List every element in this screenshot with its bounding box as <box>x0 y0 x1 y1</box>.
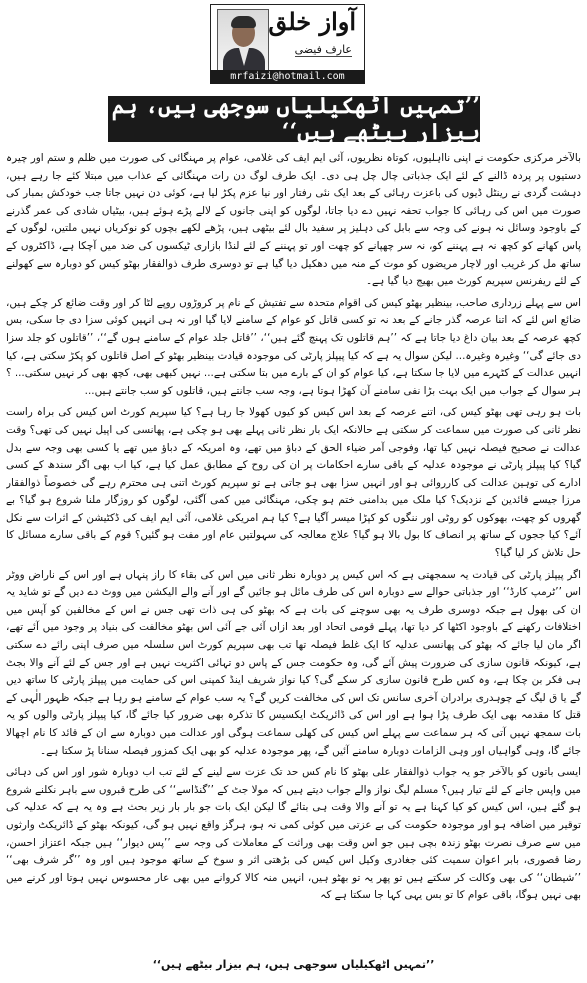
column-name: آواز خلق <box>268 7 356 36</box>
author-name: عارف فیضی <box>294 43 352 56</box>
author-email: mrfaizi@hotmail.com <box>210 70 365 84</box>
article-paragraph: ایسی باتوں کو بالآخر جو یہ جواب ذوالفقار علی بھٹو کا نام کس حد تک عزت سے لینے کے لئے تب اب دوبارہ شور اور اس کی دہائی میں واپس جانے کے لئے تیار ہیں؟ مسلم لیگ نواز والے جواب دیتے ہیں کہ مولا جٹ کے ’’گنڈاسے‘‘ کی طرح قبروں سے باہر نکلنے شروع ہو گئے ہیں، اس کیس کو کیا کہنا ہے یہ تو آنے والا وقت ہی بتائے گا لیکن ایک بات جو بار بار زیر بحث ہے وہ یہ ہے کہ عدلیہ کی توقیر میں اضافہ ہو اور موجودہ حکومت کی بے عزتی میں کوئی کمی نہ ہو، ہرگز واقع نہیں ہو گی، کیونکہ بھٹو کے ڈائریکٹ وارثوں میں سے صرف نصرت بھٹو زندہ بچی ہیں جو اس وقت بھی وراثت کے معاملات کی وجہ سے ’’پس دیوار‘‘ ہیں جبکہ اعتزاز احسن، رضا قصوری، بابر اعوان سمیت کئی جغادری وکیل اس کیس کی بڑھتی اثر و سوخ کے ساتھ موجود ہیں اور وہ ’’گر شرف بھی‘‘ ’’شیطان‘‘ کی بھی وکالت کر سکتے ہیں تو پھر یہ تو بھٹو ہیں، انہیں منہ کالا کروانے میں بھی عار محسوس نہیں ہوتا اور کرنے میں بھی نہیں ہوگا، باقی عوام کا تو بس یہی کہا جا سکتا ہے کہ <box>6 766 581 902</box>
article-body <box>6 150 581 955</box>
article-headline <box>108 93 480 145</box>
article-paragraph: بالآخر مرکزی حکومت نے اپنی نااہلیوں، کوتاہ نظریوں، آئی ایم ایف کی غلامی، عوام پر مہنگائی کی صورت میں ظلم و ستم اور چیرہ دستیوں پر پردہ ڈالنے کے لئے ایک جذباتی چال چل ہی دی۔ ایک طرف لوگ دن رات مہنگائی کے عذاب میں مبتلا کئے جا رہے ہیں، دہشت گردی نے رینٹل ڈیوں کی باعزت رہائی کے بعد ایک نئی رفتار اور نیا عزم پکڑ لیا ہے، کوئی دن نہیں جاتا جب خودکش بمبار کی صورت میں اس کی رہائی کا جواب تحفہ نہیں دے دیا جاتا، لوگوں کو اپنی جانوں کے لالے پڑے ہوئے ہیں، بیٹیاں شادی کی عمر گذرنے کے باوجود وسائل نہ ہونے کی وجہ سے بابل کی دہلیز پر سفید بال لئے بیٹھی ہیں، پڑھے لکھے بچوں کو نوکریاں نہیں ملتیں، لوگوں کے پاس کھانے کو کچھ نہ ہے پہننے کو، نہ سر چھپانے کو چھت اور تو پہننے کے لئے لنڈا بازاری ٹیکسوں کی ضد میں آچکا ہے، ڈاکٹروں کے ساتھ مل کر غریب اور لاچار مریضوں کو موت کے منہ میں دھکیل دیا گیا ہے تو دوسری طرف ذوالفقار بھٹو کیس کو دوبارہ سے کھولنے کے لئے ریفرنس سپریم کورٹ میں بھیج دیا گیا ہے۔ <box>6 152 581 288</box>
article-paragraph: اگر پیپلز پارٹی کی قیادت یہ سمجھتی ہے کہ اس کیس پر دوبارہ نظر ثانی میں اس کی بقاء کا راز پنہاں ہے اور اس کے ناراض ووٹر اس ’’ٹرمپ کارڈ‘‘ اور جذباتی حوالے سے دوبارہ اس کی طرف مائل ہو جائیں گے اور آنے والے الیکشن میں ووٹ دے دیں گے تو شاید یہ ان کی بھول ہے جبکہ دوسری طرف یہ بھی سوچنے کی بات ہے کہ بھٹو کی ہی ذات تھی جس نے اس کے مخالفین کو آپس میں اختلافات رکھنے کے باوجود اکٹھا کر دیا تھا، پہلے قومی اتحاد اور بعد ازاں آئی جے آئی اس بھٹو مخالفت کی بنیاد پر وجود میں آئے تھے، اگر مان لیا جائے کہ بھٹو کی پھانسی عدلیہ کا ایک غلط فیصلہ تھا تب بھی سپریم کورٹ اس سلسلہ میں صرف اپنی رائے دے سکتی ہے، کیونکہ قانون سازی کی ضرورت پیش آئے گی، وہ حکومت جس کے پاس دو تہائی اکثریت نہیں ہے اور جس کے لئے آنے والا بجٹ ہی فکر بن چکا ہے، وہ کس طرح قانون سازی کر سکے گی؟ کیا نواز شریف اینڈ کمپنی اس کی حمایت میں پیپلز پارٹی کا ساتھ دیں گے یا ق لیگ کے چوہدری برادران آخری سانس تک اس کی مخالفت کریں گے؟ یہ سب عوام کے سامنے ہو رہا ہے جبکہ ظہور الٰہی کے قتل کا مقدمہ بھی ایک طرف پڑا ہوا ہے اور اس کی ڈائریکٹ ایکسیس کا تذکرہ بھی ضرور کیا جائے گا، کیا پیپلز پارٹی والوں کو یہ بات سمجھ نہیں آتی کہ ہر سماعت سے پہلے اس کیس کی کھلی سماعت ہوگی اور عدالت میں دوبارہ سے ان کے قائد کا نام اچھالا جائے گا، وہی گواہیاں اور وہی الزامات دوبارہ سامنے آئیں گے، پھر موجودہ عدلیہ کو بھی ایک کمزور فیصلہ سنانا پڑ سکتا ہے۔ <box>6 568 581 757</box>
author-photo <box>217 9 269 71</box>
closing-line: ’’تمہیں اٹھکیلیاں سوجھی ہیں، ہم بیزار بیٹھے ہیں‘‘ <box>152 958 435 971</box>
article-paragraph: اس سے پہلے زرداری صاحب، بینظیر بھٹو کیس کی اقوام متحدہ سے تفتیش کے نام پر کروڑوں روپے لٹا کر اور وقت ضائع کر چکے ہیں، ضائع اس لئے کہ اتنا عرصہ گذر جانے کے بعد نہ تو کسی قاتل کو عوام کے سامنے لایا گیا اور نہ ہی انہیں کوئی سزا دی جا سکی، بس کچھ عرصہ کے بعد بیان داغ دیا جاتا ہے کہ ’’ہم قاتلوں تک پہنچ گئے ہیں‘‘، ’’قاتل جلد عوام کے سامنے ہوں گے‘‘، ’’قاتلوں کو جلد سزا دی جائے گی‘‘ وغیرہ وغیرہ... لیکن سوال یہ ہے کہ کیا پیپلز پارٹی کی موجودہ قیادت بینظیر بھٹو کے اصل قاتلوں کو پکڑ سکتی ہے، کیا انہیں عدالت کے کٹہرے میں لایا جا سکتا ہے، کیا عوام کو ان کے بارے میں بتا سکتی ہے... نہیں کبھی بھی، کچھ بھی کر نہیں سکتی... ؟ ہر سوال کے جواب میں ایک بہت بڑا نفی سامنے آن کھڑا ہوتا ہے، وجہ سب جانتے ہیں، قاتلوں کو سب جانتے ہیں... <box>6 296 581 397</box>
article-paragraph: بات ہو رہی تھی بھٹو کیس کی، اتنے عرصہ کے بعد اس کیس کو کیوں کھولا جا رہا ہے؟ کیا سپریم کورٹ اس کیس کی براہ راست نظر ثانی کی صورت میں سماعت کر سکتی ہے حالانکہ ایک بار نظر ثانی پہلے بھی ہو چکی ہے، پھانسی کی اپیل نہیں کی تھی؟ وقت عدالت نے صحیح فیصلہ نہیں کیا تھا، وفوجی آمر ضیاء الحق کے دباؤ میں تھے، وہ امریکہ کے دباؤ میں تھے یا کسی بھی وجہ سے بدل گیا؟ کیا پیپلز پارٹی نے موجودہ عدلیہ کے باقی سارے احکامات پر ان کی روح کے مطابق عمل کیا ہے، کیا اب بھی اگر سندھ کے کسی ادارے کی توہین عدالت کی کارروائی ہو اور انہیں سزا بھی ہو جاتی ہے تو سپریم کورٹ اتنی ہی محترم رہے گی خصوصاً ذوالفقار مرزا جیسے قائدین کے نزدیک؟ کیا ملک میں بدامنی ختم ہو چکی، مہنگائی میں کمی آگئی، لوگوں کو روزگار ملنا شروع ہو گیا؟ بے گھروں کو چھت، بھوکوں کو روٹی اور ننگوں کو کپڑا میسر آگیا ہے؟ کیا ہم امریکی غلامی، آئی ایم ایف کی ڈکٹیشن کے اثرات سے نکل آئے؟ کیا ججوں کے ساتھ پر انصاف کا بول بالا ہو گیا؟ علاج معالجہ کی سہولتیں عام اور مفت ہو گئیں؟ قوم کے باقی سارے مسائل کا حل تلاش کر لیا گیا؟ <box>6 406 581 560</box>
headline-text: ’’تمہیں اٹھکیلیاں سوجھی ہیں، ہم بیزار بیٹھے ہیں‘‘ <box>111 93 480 145</box>
